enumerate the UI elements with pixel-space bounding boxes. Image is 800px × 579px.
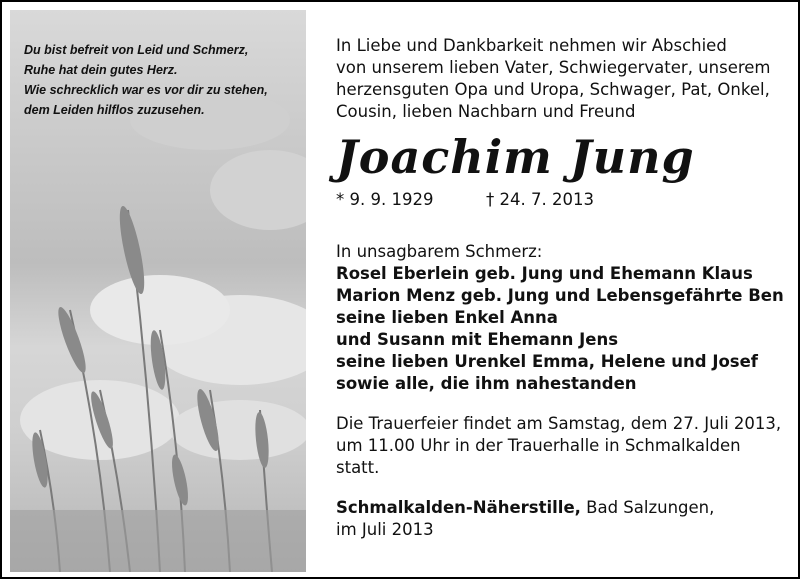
mourner-line: und Susann mit Ehemann Jens (336, 330, 619, 349)
poem-line: Ruhe hat dein gutes Herz. (24, 63, 178, 77)
footer-date: im Juli 2013 (336, 520, 434, 539)
birth-date: * 9. 9. 1929 (336, 190, 434, 209)
poem-line: dem Leiden hilflos zuzusehen. (24, 103, 205, 117)
intro-line: herzensguten Opa und Uropa, Schwager, Pat, Onkel, (336, 80, 770, 99)
service-line: um 11.00 Uhr in der Trauerhalle in Schmalkalden (336, 436, 741, 455)
footer-place-bold: Schmalkalden-Näherstille, (336, 498, 581, 517)
footer-place (336, 497, 786, 519)
mourner-line: Rosel Eberlein geb. Jung und Ehemann Klaus (336, 264, 753, 283)
death-date: † 24. 7. 2013 (486, 190, 594, 209)
life-dates (336, 189, 786, 211)
mourner-line: sowie alle, die ihm nahestanden (336, 374, 637, 393)
notice-text (336, 35, 786, 541)
poem-line: Wie schrecklich war es vor dir zu stehen, (24, 83, 268, 97)
deceased-name: Joachim Jung (336, 130, 695, 184)
poem (24, 40, 304, 120)
mourner-line: seine lieben Enkel Anna (336, 308, 558, 327)
service-line: statt. (336, 458, 380, 477)
mourner-line: Marion Menz geb. Jung und Lebensgefährte Ben (336, 286, 784, 305)
intro-line: von unserem lieben Vater, Schwiegervater, unserem (336, 58, 771, 77)
poem-line: Du bist befreit von Leid und Schmerz, (24, 43, 249, 57)
footer-place-rest: Bad Salzungen, (580, 498, 715, 517)
mourner-line: seine lieben Urenkel Emma, Helene und Josef (336, 352, 758, 371)
mourners-heading: In unsagbarem Schmerz: (336, 242, 543, 261)
intro-line: Cousin, lieben Nachbarn und Freund (336, 102, 636, 121)
intro-line: In Liebe und Dankbarkeit nehmen wir Abschied (336, 36, 727, 55)
service-line: Die Trauerfeier findet am Samstag, dem 27. Juli 2013, (336, 414, 782, 433)
